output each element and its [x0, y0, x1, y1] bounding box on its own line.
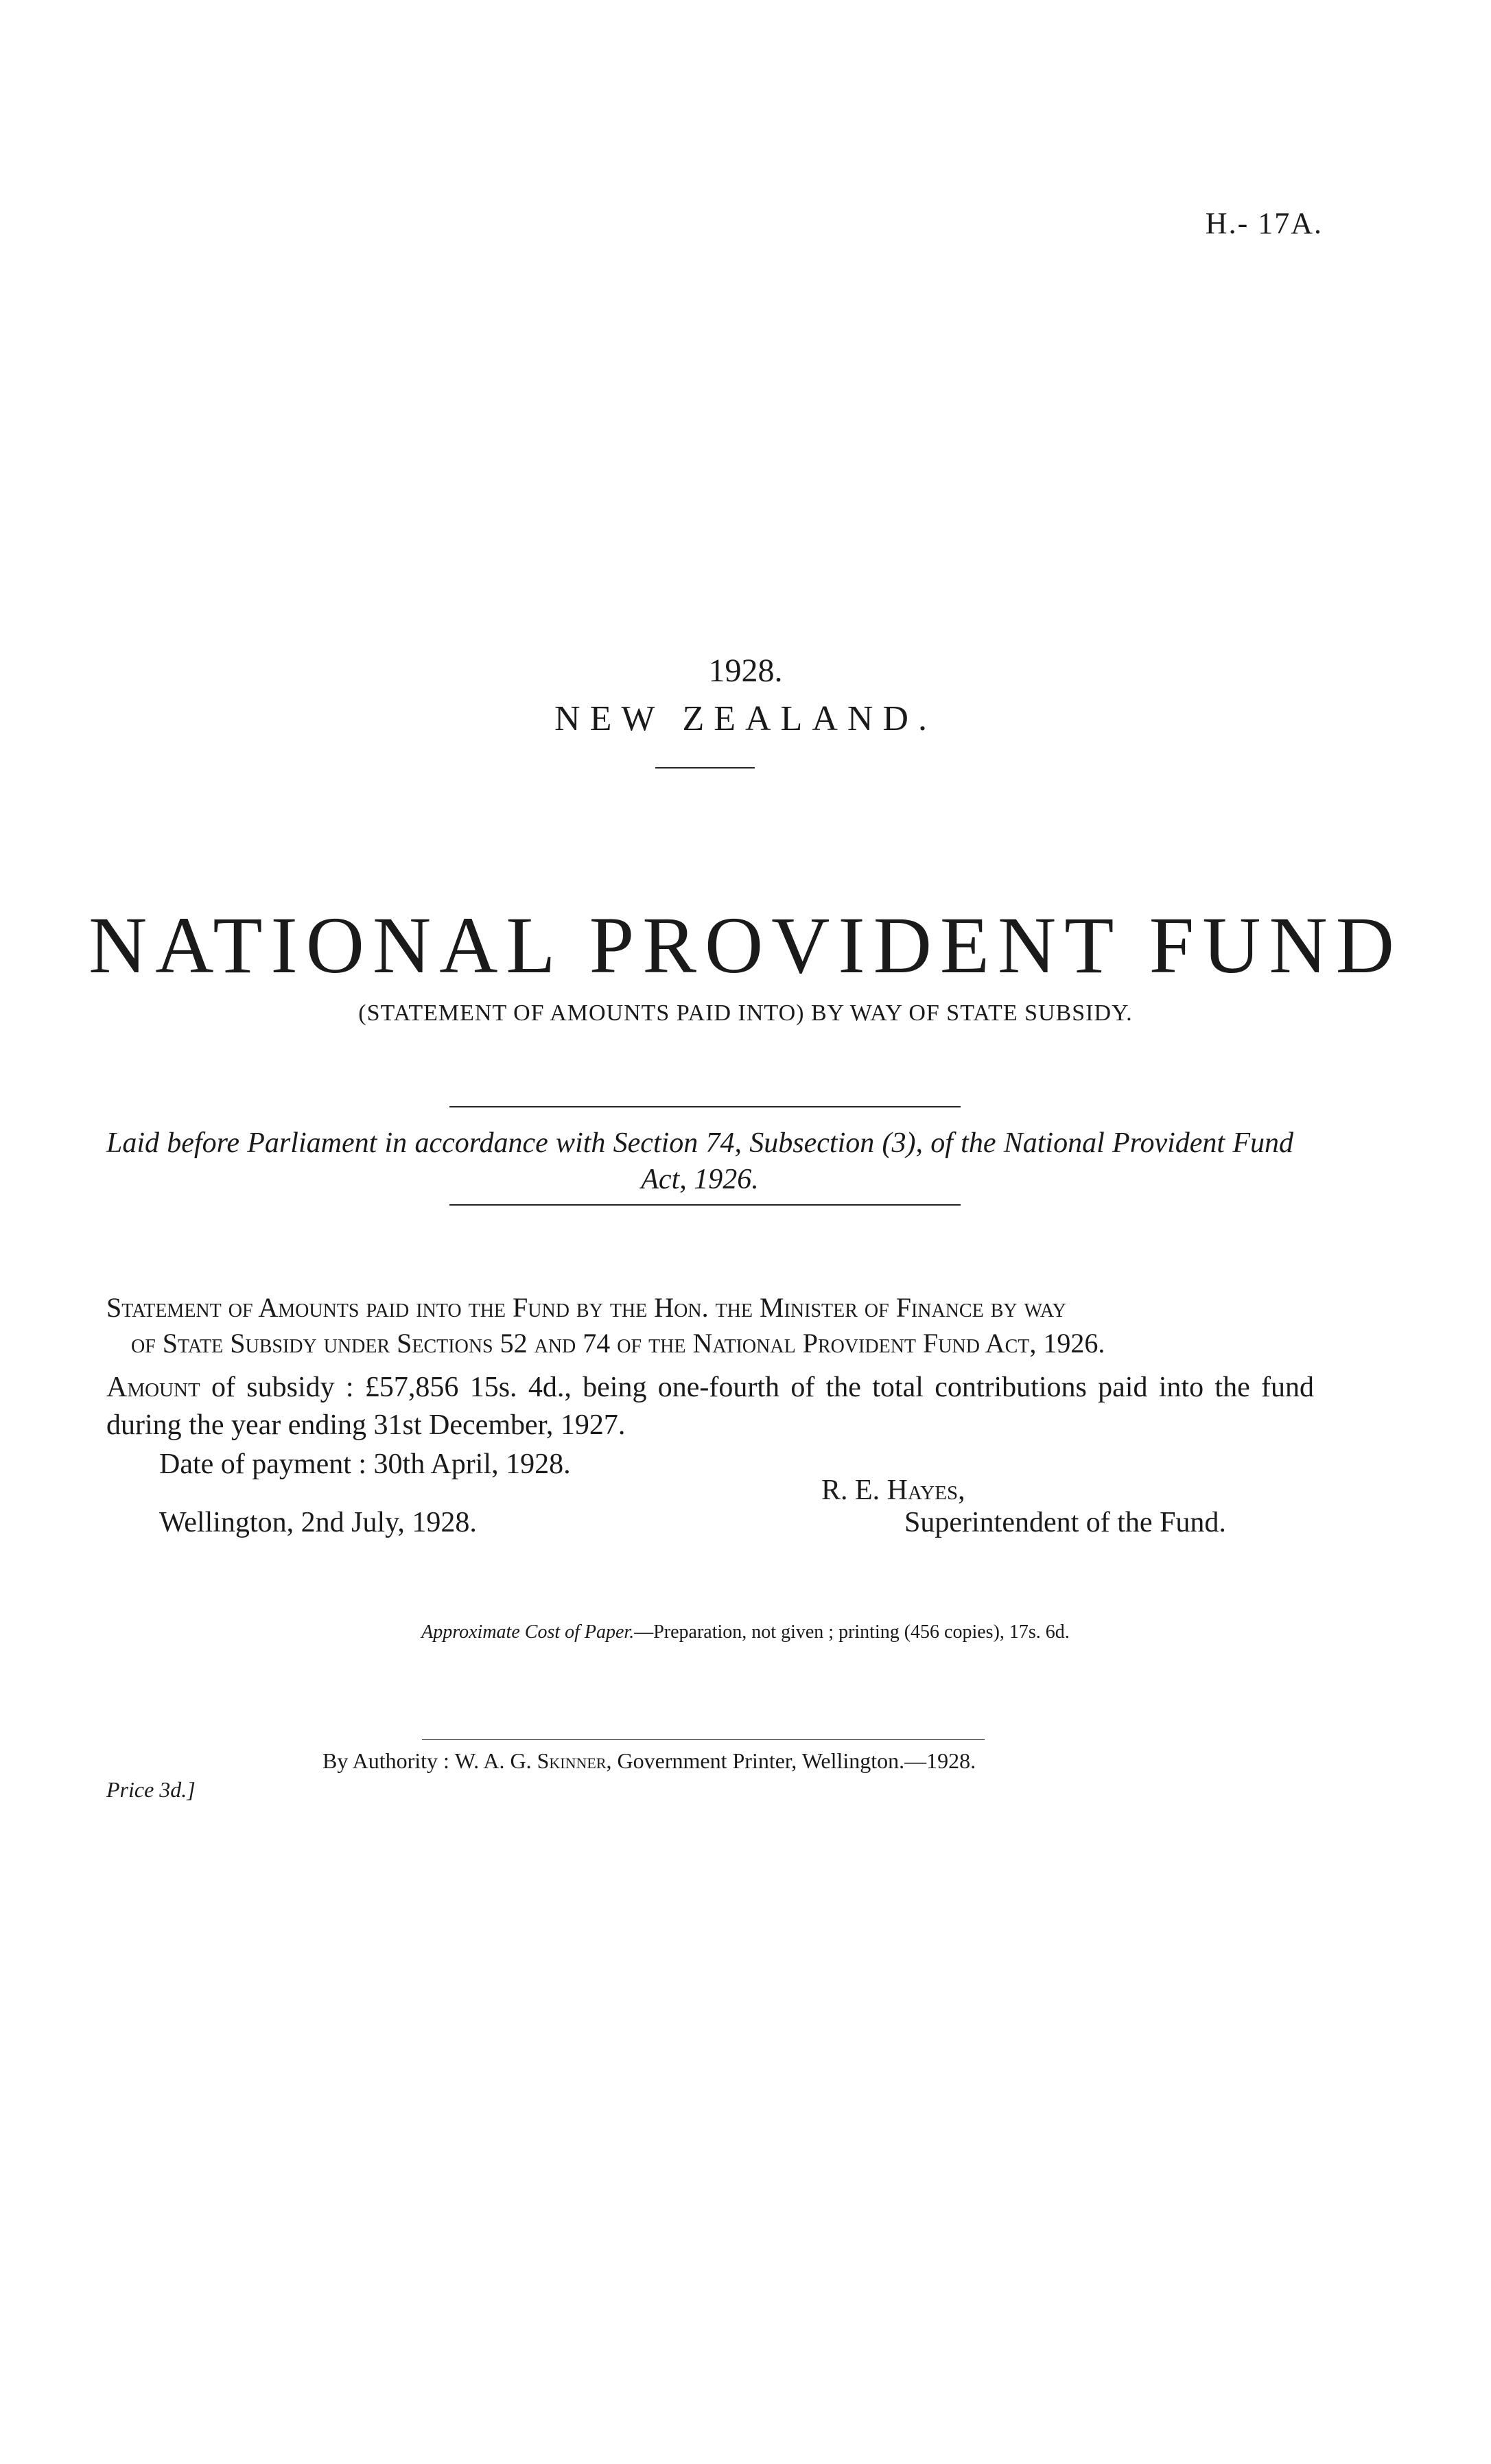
divider-bottom [449, 1204, 961, 1206]
cost-label: Approximate Cost of Paper. [421, 1621, 635, 1643]
page-title: NATIONAL PROVIDENT FUND [89, 900, 1402, 990]
price-note: Price 3d.] [106, 1777, 196, 1802]
document-year: 1928. [708, 653, 783, 689]
authority-suffix: Government Printer, Wellington.—1928. [611, 1748, 976, 1773]
divider-short [655, 767, 755, 768]
statement-heading [106, 1290, 1314, 1361]
amount-label: Amount [106, 1372, 200, 1403]
laid-before-note: Laid before Parliament in accordance with Section 74, Subsection (3), of the National Provident Fund Act, 1926. [106, 1127, 1293, 1195]
printer-authority [322, 1748, 976, 1774]
place-and-date: Wellington, 2nd July, 1928. [159, 1507, 477, 1538]
date-of-payment: Date of payment : 30th April, 1928. [159, 1448, 571, 1480]
subsidy-amount-paragraph [106, 1369, 1314, 1444]
divider-top [449, 1106, 961, 1107]
cost-text: —Preparation, not given ; printing (456 copies), 17s. 6d. [634, 1621, 1070, 1643]
document-reference: H.- 17A. [1205, 207, 1323, 240]
signer-name: R. E. Hayes, [821, 1475, 965, 1506]
amount-text: of subsidy : £57,856 15s. 4d., being one-fourth of the total contributions paid into the fund during the year ending 31st December, 1927. [106, 1372, 1314, 1441]
divider-authority [422, 1739, 985, 1740]
country-heading: NEW ZEALAND. [554, 699, 937, 738]
authority-name: W. A. G. Skinner, [454, 1748, 612, 1773]
page-subtitle: (STATEMENT OF AMOUNTS PAID INTO) BY WAY OF STATE SUBSIDY. [358, 1000, 1133, 1026]
cost-of-paper-note [0, 1621, 1491, 1643]
authority-prefix: By Authority : [322, 1748, 455, 1773]
statement-heading-line2: of State Subsidy under Sections 52 and 74 of the National Provident Fund Act, 1926. [131, 1328, 1105, 1359]
signer-role: Superintendent of the Fund. [904, 1507, 1226, 1538]
statement-heading-line1: Statement of Amounts paid into the Fund by the Hon. the Minister of Finance by way [106, 1292, 1066, 1323]
